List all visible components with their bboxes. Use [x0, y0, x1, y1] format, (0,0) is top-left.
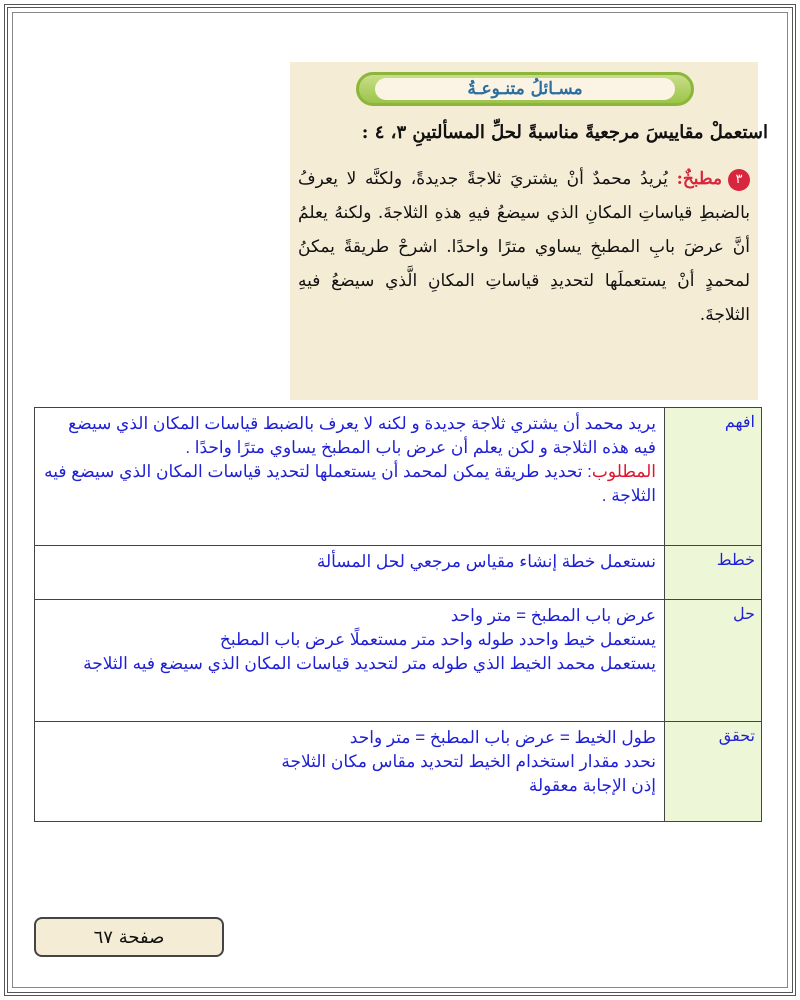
textbook-excerpt [290, 62, 768, 400]
problem-label: مطبخٌ: [676, 169, 722, 189]
row-plan [35, 546, 762, 600]
instruction-text: استعملْ مقاييسَ مرجعيةً مناسبةً لحلِّ المسألتينِ ٣، ٤ : [361, 122, 768, 143]
solve-line: يستعمل محمد الخيط الذي طوله متر لتحديد قياسات المكان الذي سيضع فيه الثلاجة [83, 654, 656, 673]
problem-paragraph [298, 162, 750, 332]
label-plan: خطط [665, 546, 762, 600]
check-line: نحدد مقدار استخدام الخيط لتحديد مقاس مكان الثلاجة [281, 752, 656, 771]
problem-text: يُريدُ محمدٌ أنْ يشتريَ ثلاجةً جديدةً، ولكنَّه لا يعرفُ بالضبطِ قياساتِ المكانِ الذي سيضعُ فيهِ هذهِ الثلاجةَ. ولكنهُ يعلمُ أنَّ عرضَ بابِ المطبخِ يساوي مترًا واحدًا. اشرحْ طريقةً يمكنُ لمحمدٍ أنْ يستعملَها لتحديدِ قياساتِ المكانِ الَّذي سيضعُ فيهِ الثلاجةَ. [298, 169, 750, 325]
row-solve [35, 600, 762, 722]
understand-content [35, 408, 665, 546]
required-label: المطلوب [591, 462, 656, 481]
section-banner [356, 72, 694, 106]
section-title: مسـائلُ متنـوعـةُ [375, 78, 675, 100]
label-check: تحقق [665, 722, 762, 822]
solution-table [34, 407, 762, 822]
solve-line: عرض باب المطبخ = متر واحد [450, 606, 656, 625]
check-line: طول الخيط = عرض باب المطبخ = متر واحد [349, 728, 656, 747]
understand-required: : تحديد طريقة يمكن لمحمد أن يستعملها لتحديد قياسات المكان الذي سيضع فيه الثلاجة . [44, 462, 656, 505]
row-understand [35, 408, 762, 546]
solve-line: يستعمل خيط واحدد طوله واحد متر مستعملًا عرض باب المطبخ [219, 630, 656, 649]
row-check [35, 722, 762, 822]
check-content [35, 722, 665, 822]
solve-content [35, 600, 665, 722]
plan-text: نستعمل خطة إنشاء مقياس مرجعي لحل المسألة [35, 546, 665, 600]
problem-number-badge: ٣ [728, 169, 750, 191]
label-solve: حل [665, 600, 762, 722]
label-understand: افهم [665, 408, 762, 546]
understand-given: يريد محمد أن يشتري ثلاجة جديدة و لكنه لا يعرف بالضبط قياسات المكان الذي سيضع فيه هذه الثلاجة و لكن يعلم أن عرض باب المطبخ يساوي مترًا واحدًا . [68, 414, 656, 457]
check-line: إذن الإجابة معقولة [528, 776, 656, 795]
page-number-label: صفحة ٦٧ [34, 917, 224, 957]
